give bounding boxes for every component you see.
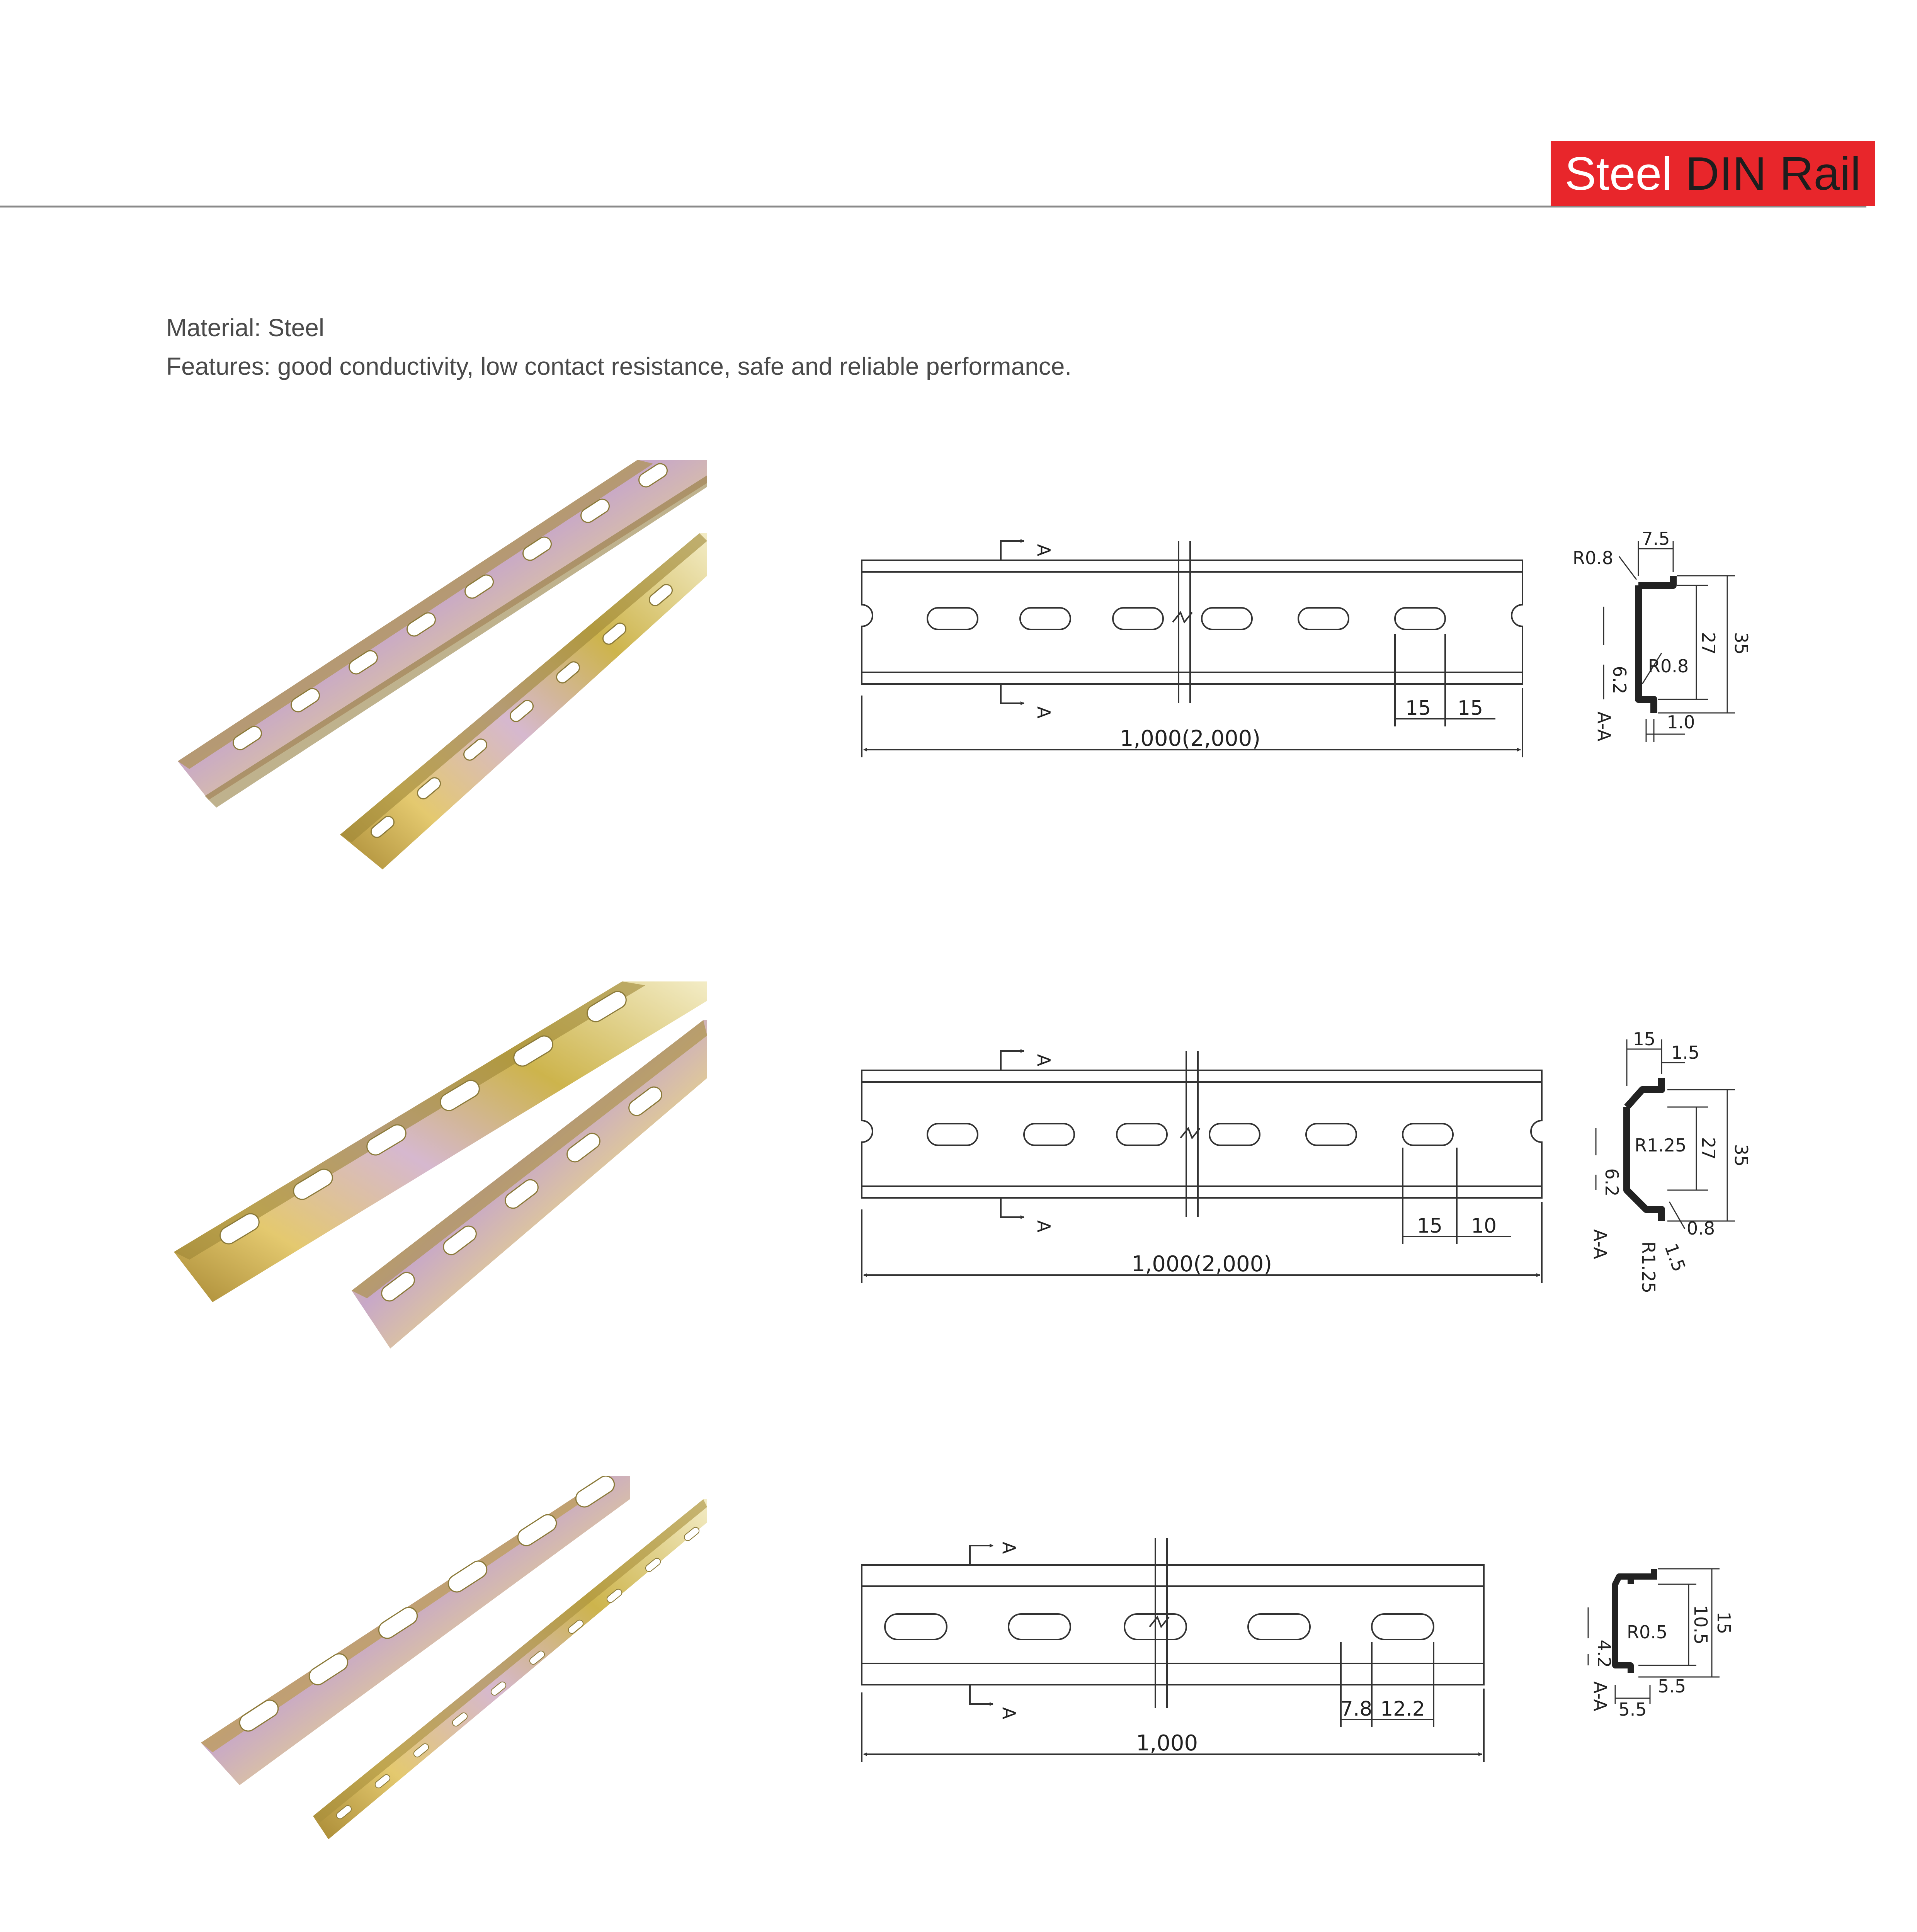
- profile-dim-thickness: 1.0: [1667, 712, 1695, 733]
- section-label: A-A: [1594, 711, 1614, 742]
- profile-dim-inner-height: 27: [1698, 632, 1719, 655]
- profile-dim-total-height: 35: [1731, 632, 1752, 655]
- profile-dim-inner-height: 10.5: [1690, 1605, 1711, 1645]
- hole-dimension-2: 15: [1457, 697, 1483, 720]
- length-dimension: 1,000: [1136, 1731, 1198, 1756]
- profile-dim-slot: 6.2: [1609, 666, 1630, 694]
- profile-dim-radius-top: R0.8: [1572, 548, 1613, 568]
- section-marker-top: A: [1033, 1054, 1054, 1066]
- rail-drawing-2: [846, 1028, 1774, 1314]
- section-label: A-A: [1590, 1229, 1611, 1259]
- profile-dim-radius-bottom: R1.25: [1638, 1241, 1659, 1294]
- section-marker-bottom: A: [1033, 706, 1054, 719]
- profile-section-2: [1590, 1029, 1752, 1293]
- rail-drawing-3: [846, 1522, 1774, 1793]
- page-title: [1565, 147, 1861, 200]
- profile-dim-lip: 5.5: [1658, 1676, 1686, 1697]
- product-photo-2: [166, 981, 707, 1368]
- profile-dim-slot: 6.2: [1601, 1168, 1622, 1197]
- profile-section-1: [1573, 528, 1752, 742]
- rail-drawing-1: [846, 518, 1774, 788]
- profile-dim-lip-bottom: 1.5: [1660, 1240, 1690, 1275]
- profile-dim-radius-inner: R0.8: [1648, 656, 1689, 677]
- section-label: A-A: [1590, 1681, 1611, 1711]
- profile-dim-thickness: 0.8: [1687, 1218, 1715, 1239]
- profile-dim-radius-inner: R1.25: [1635, 1135, 1687, 1156]
- material-text: Material: Steel: [166, 314, 325, 342]
- profile-dim-total-height: 15: [1713, 1611, 1734, 1634]
- title-part-din-rail: DIN Rail: [1685, 147, 1861, 200]
- profile-dim-lip: 1.5: [1671, 1042, 1700, 1063]
- hole-dimension-1: 15: [1417, 1214, 1443, 1238]
- profile-section-3: [1588, 1569, 1734, 1720]
- profile-dim-inner-height: 27: [1698, 1137, 1719, 1160]
- length-dimension: 1,000(2,000): [1131, 1252, 1272, 1277]
- section-marker-top: A: [998, 1542, 1019, 1554]
- profile-dim-base: 5.5: [1618, 1699, 1647, 1720]
- title-badge: [1551, 141, 1875, 206]
- product-photo-1: [166, 460, 707, 893]
- features-text: Features: good conductivity, low contact resistance, safe and reliable performance.: [166, 352, 1072, 380]
- title-part-steel: Steel: [1565, 147, 1672, 200]
- profile-dim-width: 15: [1633, 1029, 1656, 1049]
- hole-dimension-2: 10: [1471, 1214, 1497, 1238]
- profile-dim-total-height: 35: [1731, 1144, 1752, 1167]
- profile-dim-width: 7.5: [1641, 528, 1670, 549]
- section-marker-bottom: A: [998, 1707, 1019, 1719]
- profile-dim-radius: R0.5: [1627, 1622, 1668, 1643]
- section-marker-top: A: [1033, 544, 1054, 556]
- profile-dim-slot: 4.2: [1594, 1639, 1614, 1668]
- hole-dimension-1: 7.8: [1340, 1697, 1373, 1721]
- section-marker-bottom: A: [1033, 1220, 1054, 1233]
- hole-dimension-1: 15: [1405, 697, 1431, 720]
- length-dimension: 1,000(2,000): [1119, 726, 1261, 751]
- product-photo-3: [166, 1476, 707, 1855]
- hole-dimension-2: 12.2: [1380, 1697, 1425, 1721]
